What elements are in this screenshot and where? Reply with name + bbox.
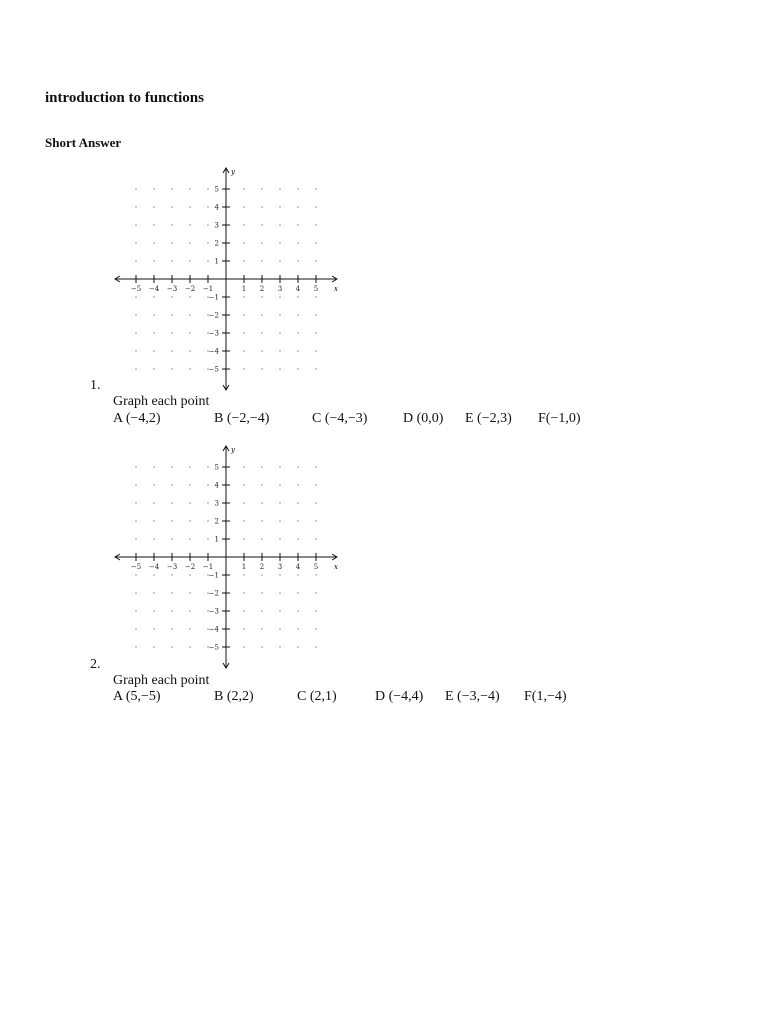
grid-dot: [279, 538, 280, 539]
grid-dot: [315, 646, 316, 647]
x-tick-label: −3: [166, 285, 178, 293]
grid-dot: [171, 368, 172, 369]
grid-dot: [189, 242, 190, 243]
grid-dot: [315, 260, 316, 261]
grid-dot: [135, 610, 136, 611]
grid-dot: [297, 538, 298, 539]
grid-dot: [135, 538, 136, 539]
grid-dot: [171, 592, 172, 593]
grid-dot: [135, 466, 136, 467]
grid-dot: [279, 332, 280, 333]
grid-dot: [261, 224, 262, 225]
x-tick-label: 1: [241, 563, 247, 571]
grid-dot: [243, 332, 244, 333]
grid-dot: [279, 610, 280, 611]
x-tick-label: 4: [295, 285, 301, 293]
grid-dot: [297, 592, 298, 593]
grid-dot: [297, 224, 298, 225]
point-label: A (−4,2): [113, 411, 161, 426]
grid-dot: [315, 314, 316, 315]
y-tick-label: 2: [214, 239, 219, 248]
grid-dot: [189, 350, 190, 351]
coordinate-grid-1: [112, 165, 340, 395]
grid-dot: [189, 628, 190, 629]
point-label: D (0,0): [403, 411, 444, 426]
grid-dot: [171, 646, 172, 647]
grid-dot: [297, 188, 298, 189]
grid-dot: [153, 484, 154, 485]
x-tick-label: −3: [166, 563, 178, 571]
grid-dot: [171, 350, 172, 351]
grid-dot: [261, 206, 262, 207]
grid-dot: [153, 592, 154, 593]
grid-dot: [189, 484, 190, 485]
y-tick-label: −5: [208, 365, 219, 374]
grid-dot: [315, 242, 316, 243]
point-label: F(−1,0): [538, 411, 581, 426]
grid-dot: [243, 646, 244, 647]
grid-dot: [153, 314, 154, 315]
point-label: B (−2,−4): [214, 411, 270, 426]
y-tick-label: 1: [214, 535, 219, 544]
grid-dot: [279, 188, 280, 189]
x-tick-label: 1: [241, 285, 247, 293]
grid-dot: [135, 350, 136, 351]
coordinate-grid-2: [112, 443, 340, 673]
grid-dot: [279, 350, 280, 351]
grid-dot: [153, 332, 154, 333]
grid-dot: [243, 242, 244, 243]
y-tick-label: 5: [214, 185, 219, 194]
grid-dot: [153, 646, 154, 647]
grid-dot: [171, 332, 172, 333]
grid-dot: [297, 628, 298, 629]
grid-dot: [297, 242, 298, 243]
y-tick-label: −2: [208, 589, 219, 598]
grid-dot: [153, 538, 154, 539]
grid-dot: [189, 466, 190, 467]
x-tick-label: −5: [130, 563, 142, 571]
grid-dot: [135, 592, 136, 593]
grid-dot: [243, 350, 244, 351]
x-tick-label: 5: [313, 285, 319, 293]
grid-dot: [207, 206, 208, 207]
grid-dot: [189, 520, 190, 521]
grid-dot: [189, 296, 190, 297]
x-tick-label: −1: [202, 285, 214, 293]
grid-dot: [171, 466, 172, 467]
grid-dot: [261, 314, 262, 315]
grid-dot: [315, 188, 316, 189]
question-prompt: Graph each point: [113, 394, 210, 409]
x-tick-label: 3: [277, 285, 283, 293]
grid-dot: [279, 206, 280, 207]
grid-dot: [279, 520, 280, 521]
grid-dot: [207, 484, 208, 485]
grid-dot: [153, 260, 154, 261]
grid-dot: [171, 538, 172, 539]
grid-svg: [112, 165, 340, 395]
grid-dot: [315, 592, 316, 593]
grid-dot: [171, 484, 172, 485]
grid-dot: [297, 574, 298, 575]
grid-dot: [297, 610, 298, 611]
grid-dot: [261, 520, 262, 521]
grid-dot: [297, 502, 298, 503]
grid-dot: [153, 610, 154, 611]
grid-dot: [207, 520, 208, 521]
grid-dot: [207, 242, 208, 243]
y-tick-label: 4: [214, 481, 219, 490]
grid-dot: [135, 574, 136, 575]
grid-dot: [261, 628, 262, 629]
grid-dot: [135, 368, 136, 369]
x-tick-label: 4: [295, 563, 301, 571]
grid-dot: [135, 260, 136, 261]
grid-dot: [207, 188, 208, 189]
grid-dot: [207, 502, 208, 503]
point-label: F(1,−4): [524, 689, 567, 704]
y-tick-label: 5: [214, 463, 219, 472]
x-tick-label: −2: [184, 285, 196, 293]
question-number: 1.: [90, 378, 101, 393]
x-tick-label: −1: [202, 563, 214, 571]
grid-dot: [135, 206, 136, 207]
grid-dot: [279, 628, 280, 629]
grid-dot: [279, 646, 280, 647]
point-label: D (−4,4): [375, 689, 424, 704]
grid-dot: [171, 206, 172, 207]
page-title: introduction to functions: [45, 90, 204, 106]
grid-dot: [297, 260, 298, 261]
grid-dot: [153, 206, 154, 207]
grid-dot: [261, 502, 262, 503]
point-label: B (2,2): [214, 689, 254, 704]
grid-dot: [279, 242, 280, 243]
grid-dot: [171, 188, 172, 189]
grid-dot: [243, 502, 244, 503]
grid-dot: [135, 314, 136, 315]
grid-dot: [189, 206, 190, 207]
section-heading: Short Answer: [45, 135, 122, 150]
grid-dot: [279, 484, 280, 485]
y-tick-label: 3: [214, 221, 219, 230]
grid-dot: [261, 332, 262, 333]
grid-dot: [153, 368, 154, 369]
grid-dot: [243, 188, 244, 189]
grid-dot: [297, 466, 298, 467]
grid-dot: [135, 224, 136, 225]
grid-dot: [279, 368, 280, 369]
grid-dot: [261, 350, 262, 351]
grid-dot: [279, 260, 280, 261]
point-label: C (2,1): [297, 689, 337, 704]
grid-dot: [297, 332, 298, 333]
y-tick-label: −4: [208, 347, 219, 356]
grid-dot: [243, 628, 244, 629]
grid-dot: [135, 332, 136, 333]
grid-dot: [207, 224, 208, 225]
grid-dot: [261, 592, 262, 593]
grid-dot: [261, 466, 262, 467]
grid-dot: [315, 332, 316, 333]
grid-dot: [135, 646, 136, 647]
grid-dot: [261, 260, 262, 261]
grid-dot: [171, 224, 172, 225]
grid-dot: [171, 242, 172, 243]
y-tick-label: −5: [208, 643, 219, 652]
point-label: C (−4,−3): [312, 411, 368, 426]
grid-dot: [279, 574, 280, 575]
grid-dot: [171, 296, 172, 297]
grid-dot: [135, 188, 136, 189]
grid-dot: [297, 314, 298, 315]
grid-dot: [315, 502, 316, 503]
y-tick-label: 3: [214, 499, 219, 508]
grid-dot: [261, 188, 262, 189]
grid-dot: [171, 610, 172, 611]
grid-dot: [189, 646, 190, 647]
grid-dot: [315, 206, 316, 207]
grid-dot: [153, 224, 154, 225]
grid-dot: [189, 260, 190, 261]
grid-dot: [315, 520, 316, 521]
grid-dot: [189, 574, 190, 575]
grid-dot: [189, 332, 190, 333]
y-tick-label: 4: [214, 203, 219, 212]
grid-dot: [207, 466, 208, 467]
grid-dot: [261, 646, 262, 647]
x-tick-label: −4: [148, 285, 160, 293]
grid-dot: [153, 502, 154, 503]
grid-dot: [297, 368, 298, 369]
grid-dot: [315, 296, 316, 297]
grid-dot: [279, 466, 280, 467]
grid-dot: [171, 314, 172, 315]
point-label: A (5,−5): [113, 689, 161, 704]
grid-dot: [135, 520, 136, 521]
grid-dot: [243, 574, 244, 575]
grid-dot: [243, 206, 244, 207]
grid-dot: [135, 242, 136, 243]
grid-dot: [189, 610, 190, 611]
x-tick-label: −4: [148, 563, 160, 571]
grid-dot: [279, 502, 280, 503]
grid-dot: [243, 484, 244, 485]
y-axis-label: y: [231, 446, 235, 454]
grid-dot: [153, 574, 154, 575]
grid-dot: [171, 628, 172, 629]
grid-dot: [189, 592, 190, 593]
grid-dot: [315, 610, 316, 611]
point-list-2: [113, 689, 633, 707]
x-tick-label: 2: [259, 285, 265, 293]
grid-dot: [279, 296, 280, 297]
grid-dot: [153, 520, 154, 521]
grid-dot: [279, 224, 280, 225]
grid-dot: [243, 296, 244, 297]
grid-dot: [153, 296, 154, 297]
x-tick-label: 2: [259, 563, 265, 571]
point-label: E (−3,−4): [445, 689, 500, 704]
grid-dot: [135, 484, 136, 485]
grid-dot: [315, 484, 316, 485]
grid-dot: [261, 242, 262, 243]
x-tick-label: 3: [277, 563, 283, 571]
grid-dot: [315, 466, 316, 467]
grid-dot: [153, 242, 154, 243]
grid-dot: [261, 368, 262, 369]
grid-svg: [112, 443, 340, 673]
grid-dot: [315, 224, 316, 225]
grid-dot: [153, 466, 154, 467]
y-axis-label: y: [231, 168, 235, 176]
grid-dot: [315, 538, 316, 539]
grid-dot: [297, 296, 298, 297]
grid-dot: [261, 574, 262, 575]
x-axis-label: x: [334, 285, 338, 293]
grid-dot: [315, 350, 316, 351]
grid-dot: [243, 260, 244, 261]
point-list-1: [113, 411, 633, 429]
grid-dot: [207, 538, 208, 539]
y-tick-label: −1: [208, 293, 219, 302]
grid-dot: [189, 502, 190, 503]
grid-dot: [243, 368, 244, 369]
grid-dot: [297, 646, 298, 647]
grid-dot: [261, 484, 262, 485]
y-tick-label: 2: [214, 517, 219, 526]
grid-dot: [243, 224, 244, 225]
grid-dot: [171, 260, 172, 261]
x-tick-label: 5: [313, 563, 319, 571]
grid-dot: [243, 314, 244, 315]
grid-dot: [315, 368, 316, 369]
x-axis-label: x: [334, 563, 338, 571]
grid-dot: [279, 592, 280, 593]
grid-dot: [297, 206, 298, 207]
grid-dot: [261, 610, 262, 611]
grid-dot: [297, 350, 298, 351]
grid-dot: [153, 628, 154, 629]
grid-dot: [315, 574, 316, 575]
question-prompt: Graph each point: [113, 673, 210, 688]
y-tick-label: −1: [208, 571, 219, 580]
grid-dot: [297, 484, 298, 485]
x-tick-label: −5: [130, 285, 142, 293]
grid-dot: [243, 538, 244, 539]
question-number: 2.: [90, 657, 101, 672]
grid-dot: [189, 538, 190, 539]
grid-dot: [135, 502, 136, 503]
grid-dot: [261, 538, 262, 539]
grid-dot: [207, 260, 208, 261]
grid-dot: [171, 574, 172, 575]
y-tick-label: −3: [208, 329, 219, 338]
grid-dot: [171, 502, 172, 503]
grid-dot: [153, 188, 154, 189]
point-label: E (−2,3): [465, 411, 512, 426]
grid-dot: [243, 592, 244, 593]
y-tick-label: −3: [208, 607, 219, 616]
grid-dot: [297, 520, 298, 521]
grid-dot: [279, 314, 280, 315]
grid-dot: [243, 610, 244, 611]
y-tick-label: −2: [208, 311, 219, 320]
y-tick-label: −4: [208, 625, 219, 634]
grid-dot: [189, 188, 190, 189]
grid-dot: [243, 520, 244, 521]
y-tick-label: 1: [214, 257, 219, 266]
grid-dot: [189, 224, 190, 225]
grid-dot: [315, 628, 316, 629]
grid-dot: [171, 520, 172, 521]
grid-dot: [261, 296, 262, 297]
grid-dot: [243, 466, 244, 467]
x-tick-label: −2: [184, 563, 196, 571]
grid-dot: [135, 296, 136, 297]
grid-dot: [189, 368, 190, 369]
grid-dot: [189, 314, 190, 315]
grid-dot: [135, 628, 136, 629]
grid-dot: [153, 350, 154, 351]
